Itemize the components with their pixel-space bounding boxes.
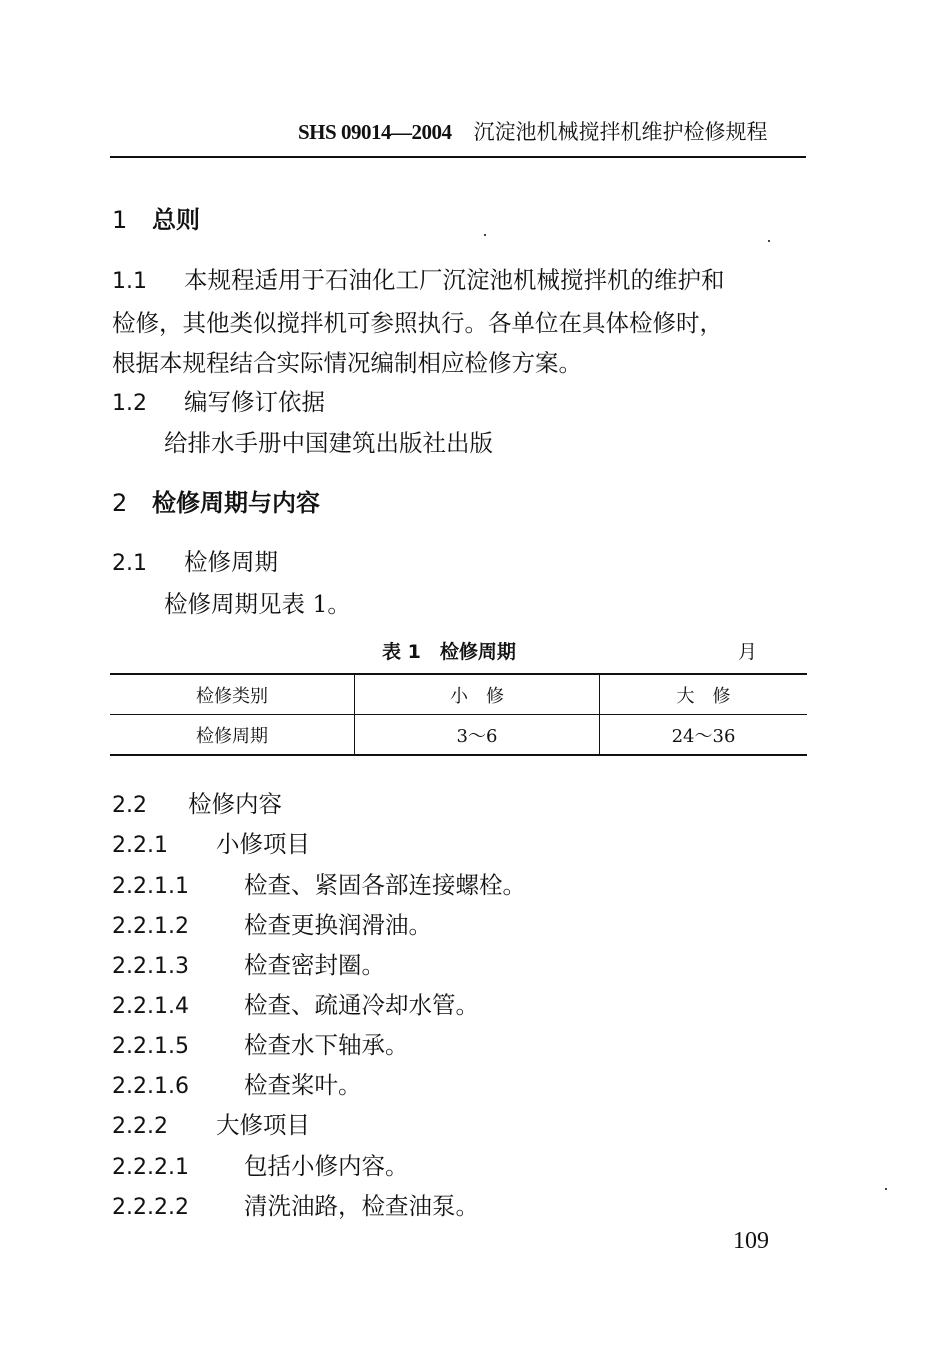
clause-title: 大修项目 (216, 1111, 310, 1139)
section-title: 检修周期与内容 (152, 489, 320, 517)
scan-speck (484, 234, 486, 236)
section-2-heading (112, 483, 320, 518)
standard-title: 沉淀池机械搅拌机维护检修规程 (473, 120, 768, 144)
table-unit: 月 (738, 641, 758, 663)
table-cell: 24～36 (600, 715, 808, 756)
item-text: 清洗油路，检查油泵。 (244, 1192, 479, 1220)
scan-speck (885, 1188, 887, 1190)
list-item (112, 1066, 362, 1100)
item-text: 包括小修内容。 (244, 1152, 409, 1180)
clause-number: 2.2.2 (112, 1114, 168, 1139)
section-title: 总则 (152, 206, 200, 234)
page-number: 109 (733, 1228, 769, 1254)
clause-2-2-1-heading (112, 825, 310, 859)
item-text: 检查水下轴承。 (244, 1031, 409, 1059)
clause-number: 2.2.1 (112, 833, 168, 858)
scan-speck (768, 240, 770, 242)
list-item (112, 866, 526, 900)
list-item (112, 946, 385, 980)
clause-number: 1.1 (112, 269, 147, 294)
clause-number: 2.1 (112, 551, 147, 576)
clause-2-1-text: 检修周期见表 1。 (164, 590, 351, 618)
clause-2-2-heading (112, 785, 282, 819)
section-number: 1 (112, 206, 128, 234)
item-number: 2.2.2.2 (112, 1195, 189, 1220)
table-caption: 表 1 检修周期 (382, 641, 516, 663)
clause-number: 2.2 (112, 793, 147, 818)
item-text: 检查、紧固各部连接螺栓。 (244, 871, 526, 899)
item-number: 2.2.1.4 (112, 994, 189, 1019)
clause-text: 本规程适用于石油化工厂沉淀池机械搅拌机的维护和 (184, 266, 725, 294)
item-number: 2.2.1.1 (112, 874, 189, 899)
item-number: 2.2.1.5 (112, 1034, 189, 1059)
list-item (112, 906, 432, 940)
item-number: 2.2.2.1 (112, 1155, 189, 1180)
item-number: 2.2.1.2 (112, 914, 189, 939)
standard-code: SHS 09014—2004 (298, 120, 452, 144)
list-item (112, 1187, 479, 1221)
item-number: 2.2.1.6 (112, 1074, 189, 1099)
clause-number: 1.2 (112, 391, 147, 416)
clause-2-2-2-heading (112, 1106, 310, 1140)
section-1-heading (112, 200, 200, 235)
item-text: 检查密封圈。 (244, 951, 385, 979)
table-cell: 检修周期 (110, 715, 355, 756)
clause-title: 小修项目 (216, 830, 310, 858)
clause-title: 检修内容 (188, 790, 282, 818)
clause-1-2-heading (112, 383, 325, 417)
item-text: 检查更换润滑油。 (244, 911, 432, 939)
list-item (112, 1026, 409, 1060)
running-header (298, 116, 767, 146)
clause-2-1-heading (112, 543, 278, 577)
table-cell: 小 修 (355, 674, 600, 715)
para-1-1-line-1 (112, 261, 725, 295)
maintenance-cycle-table (110, 673, 807, 756)
section-number: 2 (112, 489, 128, 517)
table-row (110, 715, 807, 756)
item-text: 检查、疏通冷却水管。 (244, 991, 479, 1019)
item-number: 2.2.1.3 (112, 954, 189, 979)
table-cell: 3～6 (355, 715, 600, 756)
table-cell: 检修类别 (110, 674, 355, 715)
table-row (110, 674, 807, 715)
para-1-1-line-2: 检修，其他类似搅拌机可参照执行。各单位在具体检修时， (112, 309, 723, 337)
header-rule (110, 156, 806, 158)
item-text: 检查桨叶。 (244, 1071, 362, 1099)
list-item (112, 1147, 409, 1181)
para-1-1-line-3: 根据本规程结合实际情况编制相应检修方案。 (112, 349, 582, 377)
clause-1-2-text: 给排水手册中国建筑出版社出版 (164, 429, 493, 457)
list-item (112, 986, 479, 1020)
clause-title: 检修周期 (184, 548, 278, 576)
clause-title: 编写修订依据 (184, 388, 325, 416)
table-cell: 大 修 (600, 674, 808, 715)
